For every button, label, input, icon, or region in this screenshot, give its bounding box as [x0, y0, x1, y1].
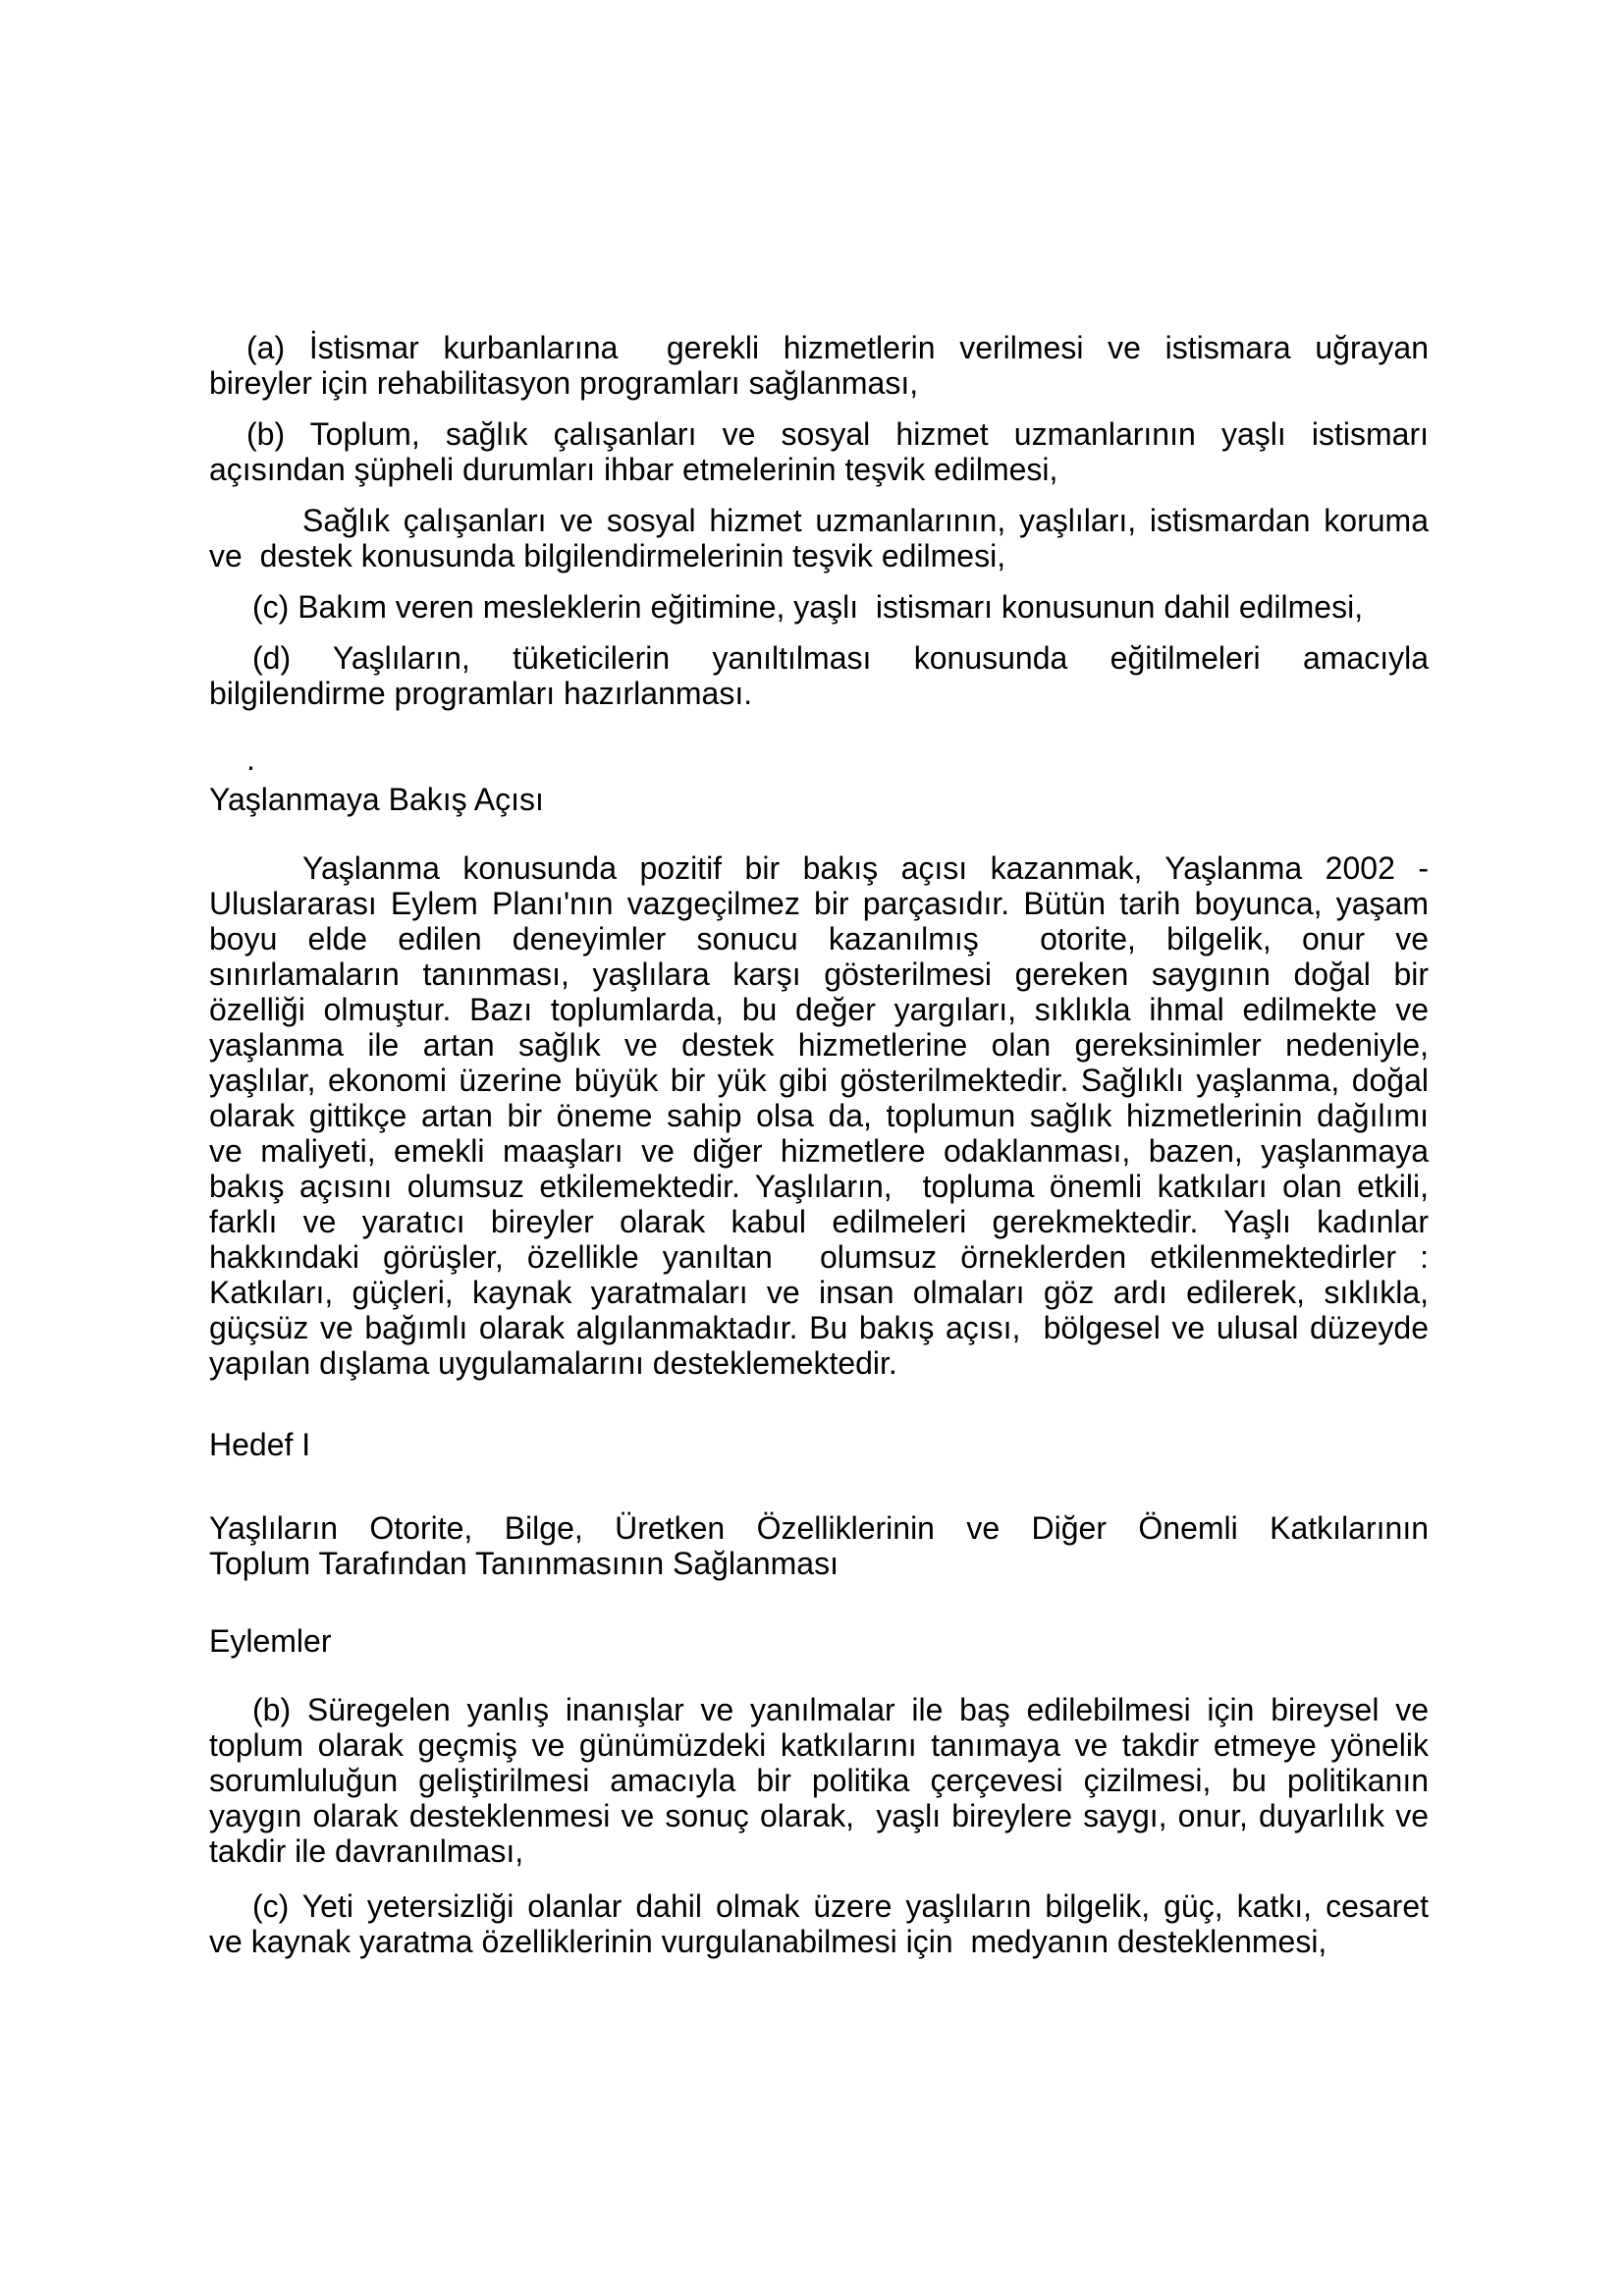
text-line: ve destek konusunda bilgilendirmelerinin teşvik edilmesi,: [209, 538, 1006, 574]
text-content: [209, 330, 1429, 1959]
text-line: yaşlanma ile artan sağlık ve destek hizmetlerine olan gereksinimler nedeniyle,: [209, 1027, 1429, 1063]
text-line: Uluslararası Eylem Planı'nın vazgeçilmez bir parçasıdır. Bütün tarih boyunca, yaşam: [209, 886, 1429, 921]
text-line: (d) Yaşlıların, tüketicilerin yanıltılması konusunda eğitilmeleri amacıyla: [252, 640, 1429, 676]
text-line: Toplum Tarafından Tanınmasının Sağlanması: [209, 1546, 839, 1581]
text-line: güçsüz ve bağımlı olarak algılanmaktadır. Bu bakış açısı, bölgesel ve ulusal düzeyde: [209, 1310, 1429, 1345]
text-line: bilgilendirme programları hazırlanması.: [209, 676, 753, 711]
text-line: Yaşlanma konusunda pozitif bir bakış açısı kazanmak, Yaşlanma 2002 -: [302, 850, 1429, 886]
paragraph-action-a: [209, 330, 1429, 401]
text-line: toplum olarak geçmiş ve günümüzdeki katkılarını tanımaya ve takdir etmeye yönelik: [209, 1727, 1429, 1763]
text-line: Hedef I: [209, 1427, 311, 1462]
text-line: Sağlık çalışanları ve sosyal hizmet uzmanlarının, yaşlıları, istismardan koruma: [302, 503, 1429, 538]
text-line: sorumluluğun geliştirilmesi amacıyla bir politika çerçevesi çizilmesi, bu politikanın: [209, 1763, 1429, 1798]
text-line: farklı ve yaratıcı bireyler olarak kabul edilmeleri gerekmektedir. Yaşlı kadınlar: [209, 1204, 1429, 1239]
paragraph-yaslanma-overview: [209, 850, 1429, 1381]
text-line: Yaşlanmaya Bakış Açısı: [209, 782, 544, 817]
text-line: (a) İstismar kurbanlarına gerekli hizmetlerin verilmesi ve istismara uğrayan: [246, 330, 1429, 365]
paragraph-action-d: [209, 640, 1429, 711]
text-line: (b) Süregelen yanlış inanışlar ve yanılmalar ile baş edilebilmesi için bireysel ve: [252, 1692, 1429, 1727]
paragraph-action-b: [209, 416, 1429, 487]
heading-hedef-1: [209, 1427, 1429, 1462]
subtitle-hedef-1: [209, 1510, 1429, 1581]
text-line: ve maliyeti, emekli maaşları ve diğer hizmetlere odaklanması, bazen, yaşlanmaya: [209, 1133, 1429, 1169]
text-line: (b) Toplum, sağlık çalışanları ve sosyal hizmet uzmanlarının yaşlı istismarı: [246, 416, 1429, 452]
text-line: bireyler için rehabilitasyon programları sağlanması,: [209, 365, 919, 401]
heading-eylemler: [209, 1623, 1429, 1659]
paragraph-eylem-b: [209, 1692, 1429, 1869]
text-line: Yaşlıların Otorite, Bilge, Üretken Özelliklerinin ve Diğer Önemli Katkılarının: [209, 1510, 1429, 1546]
text-line: olarak gittikçe artan bir öneme sahip olsa da, toplumun sağlık hizmetlerinin dağılımı: [209, 1098, 1429, 1133]
text-line: yapılan dışlama uygulamalarını desteklemektedir.: [209, 1345, 897, 1381]
text-line: boyu elde edilen deneyimler sonucu kazanılmış otorite, bilgelik, onur ve: [209, 921, 1429, 957]
text-line: .: [246, 741, 255, 777]
paragraph-eylem-c: [209, 1888, 1429, 1959]
text-line: ve kaynak yaratma özelliklerinin vurgulanabilmesi için medyanın desteklenmesi,: [209, 1924, 1327, 1959]
text-line: takdir ile davranılması,: [209, 1833, 524, 1869]
text-line: sınırlamaların tanınması, yaşlılara karşı gösterilmesi gereken saygının doğal bir: [209, 957, 1429, 992]
paragraph-action-c: [209, 589, 1429, 625]
text-line: açısından şüpheli durumları ihbar etmelerinin teşvik edilmesi,: [209, 452, 1058, 487]
text-line: bakış açısını olumsuz etkilemektedir. Yaşlıların, topluma önemli katkıları olan etkili,: [209, 1169, 1429, 1204]
text-line: yaşlılar, ekonomi üzerine büyük bir yük gibi gösterilmektedir. Sağlıklı yaşlanma, doğal: [209, 1063, 1429, 1098]
paragraph-saglik-calisanlari: [209, 503, 1429, 574]
heading-yaslanmaya-bakis-acisi: [209, 782, 1429, 817]
stray-period: [209, 741, 1429, 777]
text-line: Eylemler: [209, 1623, 332, 1659]
text-line: yaygın olarak desteklenmesi ve sonuç olarak, yaşlı bireylere saygı, onur, duyarlılık ve: [209, 1798, 1429, 1833]
text-line: Katkıları, güçleri, kaynak yaratmaları ve insan olmaları göz ardı edilerek, sıklıkla,: [209, 1275, 1429, 1310]
text-line: (c) Yeti yetersizliği olanlar dahil olmak üzere yaşlıların bilgelik, güç, katkı, cesaret: [252, 1888, 1429, 1924]
text-line: (c) Bakım veren mesleklerin eğitimine, yaşlı istismarı konusunun dahil edilmesi,: [252, 589, 1364, 625]
text-line: hakkındaki görüşler, özellikle yanıltan olumsuz örneklerden etkilenmektedirler :: [209, 1239, 1429, 1275]
text-line: özelliği olmuştur. Bazı toplumlarda, bu değer yargıları, sıklıkla ihmal edilmekte ve: [209, 992, 1429, 1027]
